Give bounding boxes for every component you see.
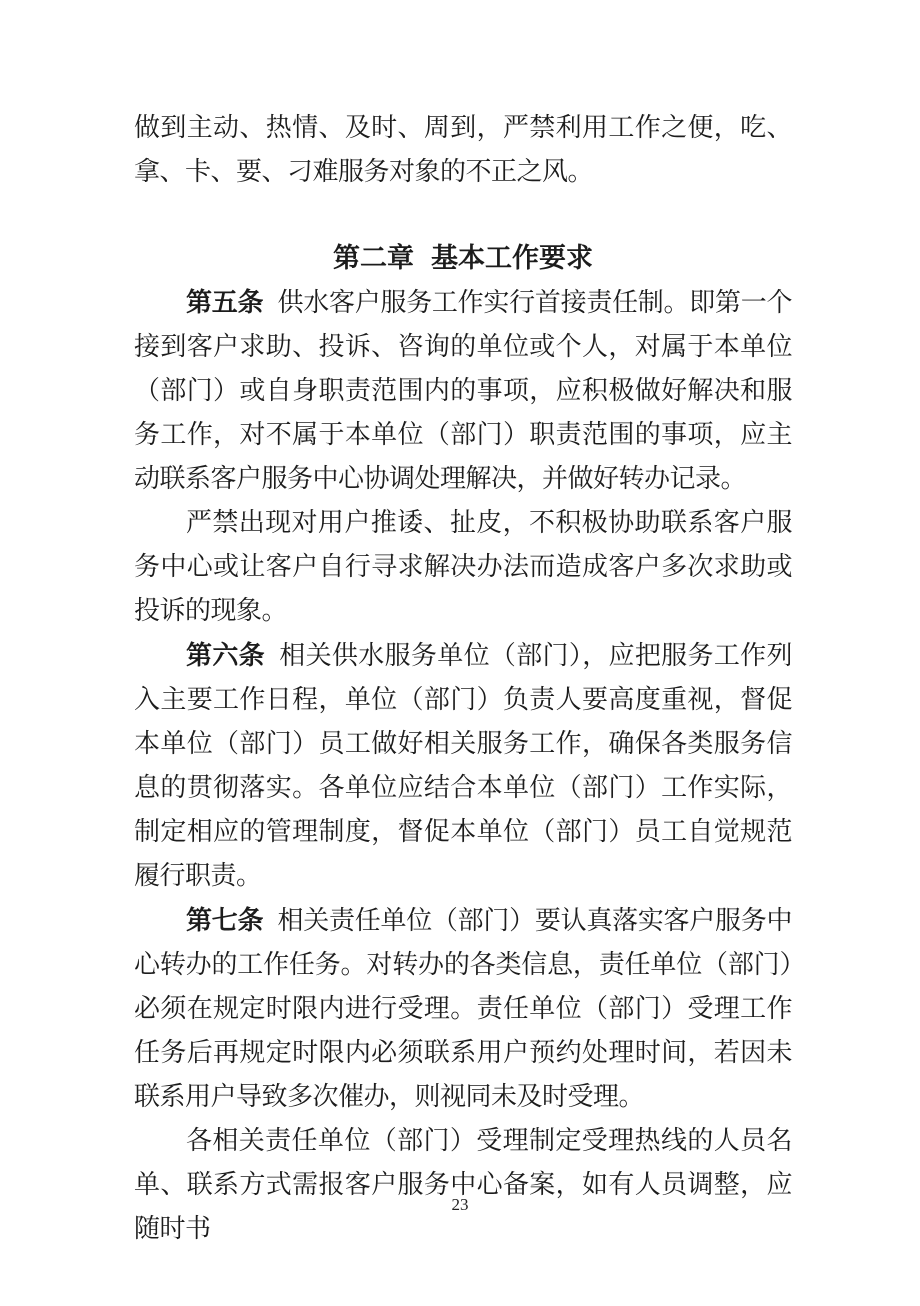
article-5-paragraph — [134, 280, 792, 501]
article-6-paragraph — [134, 633, 792, 898]
article-5-lead: 第五条 — [186, 287, 264, 317]
article-6-body: 相关供水服务单位（部门），应把服务工作列入主要工作日程，单位（部门）负责人要高度重视，督促本单位（部门）员工做好相关服务工作，确保各类服务信息的贯彻落实。各单位应结合本单位（部门）工作实际，制定相应的管理制度，督促本单位（部门）员工自觉规范履行职责。 — [134, 641, 792, 890]
chapter-heading: 第二章 基本工作要求 — [333, 243, 593, 273]
continuation-paragraph: 做到主动、热情、及时、周到，严禁利用工作之便，吃、拿、卡、要、刁难服务对象的不正之风。 — [134, 113, 792, 186]
article-7-paragraph — [134, 898, 792, 1119]
article-7-body: 相关责任单位（部门）要认真落实客户服务中心转办的工作任务。对转办的各类信息，责任单位（部门）必须在规定时限内进行受理。责任单位（部门）受理工作任务后再规定时限内必须联系用户预约处理时间，若因未联系用户导致多次催办，则视同未及时受理。 — [134, 906, 792, 1111]
article-6-lead: 第六条 — [186, 640, 265, 670]
article-7-paragraph-2: 各相关责任单位（部门）受理制定受理热线的人员名单、联系方式需报客户服务中心备案，如有人员调整，应随时书 — [134, 1126, 792, 1243]
article-5-body: 供水客户服务工作实行首接责任制。即第一个接到客户求助、投诉、咨询的单位或个人，对属于本单位（部门）或自身职责范围内的事项，应积极做好解决和服务工作，对不属于本单位（部门）职责范围的事项，应主动联系客户服务中心协调处理解决，并做好转办记录。 — [134, 288, 792, 493]
article-7-lead: 第七条 — [186, 905, 264, 935]
page-number: 23 — [451, 1195, 469, 1214]
page-body-text — [134, 106, 792, 1251]
article-5-paragraph-2: 严禁出现对用户推诿、扯皮，不积极协助联系客户服务中心或让客户自行寻求解决办法而造成客户多次求助或投诉的现象。 — [134, 508, 792, 625]
